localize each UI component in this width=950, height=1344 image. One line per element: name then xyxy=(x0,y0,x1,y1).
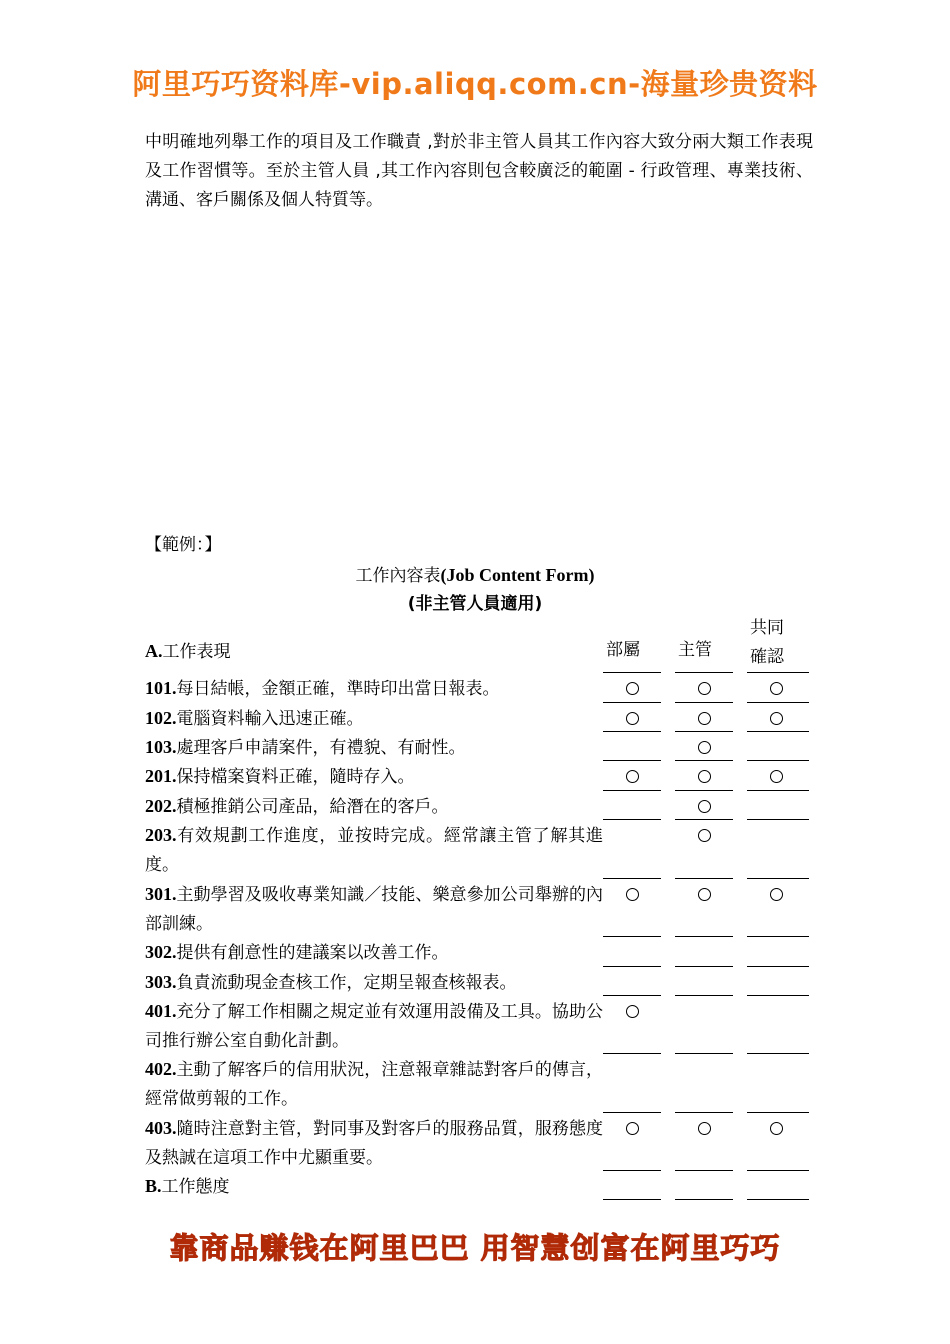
table-row xyxy=(145,968,603,998)
item-code: 201. xyxy=(145,766,177,786)
column-rule xyxy=(747,1199,809,1200)
circle-mark-icon xyxy=(626,712,639,725)
column-rule xyxy=(747,702,809,703)
column-rule xyxy=(603,819,661,820)
form-subtitle: (非主管人員適用) xyxy=(407,594,543,614)
column-rule xyxy=(603,1199,661,1200)
item-code: 302. xyxy=(145,942,177,962)
circle-mark-icon xyxy=(626,1122,639,1135)
form-title xyxy=(0,561,950,586)
column-rule xyxy=(603,995,661,996)
item-code: 401. xyxy=(145,1001,177,1021)
circle-mark-icon xyxy=(698,1122,711,1135)
form-title-en: (Job Content Form) xyxy=(440,565,595,585)
column-rule xyxy=(675,702,733,703)
header-banner: 阿里巧巧资料库-vip.aliqq.com.cn-海量珍贵资料 xyxy=(132,67,818,101)
item-text: 主動了解客戶的信用狀況，注意報章雜誌對客戶的傳言，經常做剪報的工作。 xyxy=(145,1060,603,1109)
section-a-title xyxy=(145,637,231,662)
column-rule xyxy=(747,1170,809,1171)
item-text: 提供有創意性的建議案以改善工作。 xyxy=(176,943,449,963)
column-rule xyxy=(675,819,733,820)
column-rule xyxy=(603,760,661,761)
column-header-supervisor: 主管 xyxy=(678,640,712,660)
column-rule xyxy=(675,966,733,967)
column-rule xyxy=(675,878,733,879)
circle-mark-icon xyxy=(770,682,783,695)
item-code: 103. xyxy=(145,737,177,757)
column-header-joint-confirm: 共同確認 xyxy=(750,618,784,667)
circle-mark-icon xyxy=(770,770,783,783)
item-text: 每日結帳，金額正確，準時印出當日報表。 xyxy=(176,679,500,699)
intro-paragraph xyxy=(145,128,813,215)
item-code: 102. xyxy=(145,708,177,728)
item-text: 主動學習及吸收專業知識／技能、樂意參加公司舉辦的內部訓練。 xyxy=(145,885,603,934)
circle-mark-icon xyxy=(770,712,783,725)
item-code: 303. xyxy=(145,972,177,992)
column-rule xyxy=(747,672,809,673)
circle-mark-icon xyxy=(698,888,711,901)
table-row xyxy=(145,792,603,822)
column-rule xyxy=(747,1053,809,1054)
column-rule xyxy=(747,819,809,820)
circle-mark-icon xyxy=(698,829,711,842)
item-text: 隨時注意對主管，對同事及對客戶的服務品質，服務態度及熱誠在這項工作中尤顯重要。 xyxy=(145,1119,603,1168)
circle-mark-icon xyxy=(698,800,711,813)
item-code: 101. xyxy=(145,678,177,698)
column-rule xyxy=(603,966,661,967)
column-rule xyxy=(603,731,661,732)
item-code: 402. xyxy=(145,1059,177,1079)
column-rule xyxy=(747,936,809,937)
section-b-title xyxy=(145,1172,230,1197)
intro-text: 中明確地列舉工作的項目及工作職責 ,對於非主管人員其工作內容大致分兩大類工作表現及工作習慣等。至於主管人員 ,其工作內容則包含較廣泛的範圍 - 行政管理、專業技術、溝通、客戶關係及個人特質等。 xyxy=(145,132,813,210)
column-rule xyxy=(675,1199,733,1200)
table-row xyxy=(145,938,603,968)
circle-mark-icon xyxy=(770,888,783,901)
column-rule xyxy=(675,672,733,673)
circle-mark-icon xyxy=(698,770,711,783)
column-rule xyxy=(675,790,733,791)
table-row xyxy=(145,762,603,792)
item-text: 充分了解工作相關之規定並有效運用設備及工具。協助公司推行辦公室自動化計劃。 xyxy=(145,1002,603,1051)
circle-mark-icon xyxy=(698,712,711,725)
table-row xyxy=(145,704,603,734)
example-label: 【範例：】 xyxy=(145,535,222,555)
column-rule xyxy=(603,1112,661,1113)
section-b-code: B. xyxy=(145,1176,162,1196)
circle-mark-icon xyxy=(770,1122,783,1135)
table-row xyxy=(145,1055,603,1114)
item-text: 處理客戶申請案件，有禮貌、有耐性。 xyxy=(176,738,466,758)
circle-mark-icon xyxy=(626,888,639,901)
column-rule xyxy=(747,1112,809,1113)
column-rule xyxy=(603,878,661,879)
circle-mark-icon xyxy=(626,682,639,695)
column-rule xyxy=(747,731,809,732)
table-row xyxy=(145,997,603,1056)
section-a-label: 工作表現 xyxy=(162,642,231,662)
column-rule xyxy=(675,1112,733,1113)
column-rule xyxy=(675,995,733,996)
section-a-code: A. xyxy=(145,641,163,661)
circle-mark-icon xyxy=(698,682,711,695)
column-rule xyxy=(675,936,733,937)
column-rule xyxy=(675,760,733,761)
item-text: 負責流動現金查核工作，定期呈報查核報表。 xyxy=(176,973,517,993)
column-rule xyxy=(603,1170,661,1171)
column-rule xyxy=(675,1170,733,1171)
form-title-zh: 工作內容表 xyxy=(355,566,441,586)
column-rule xyxy=(675,731,733,732)
column-rule xyxy=(747,760,809,761)
item-text: 保持檔案資料正確，隨時存入。 xyxy=(176,767,415,787)
column-header-subordinate: 部屬 xyxy=(606,640,640,660)
item-code: 301. xyxy=(145,884,177,904)
column-rule xyxy=(747,995,809,996)
item-text: 有效規劃工作進度，並按時完成。經常讓主管了解其進度。 xyxy=(145,826,603,875)
column-rule xyxy=(603,1053,661,1054)
table-row xyxy=(145,880,603,939)
item-code: 202. xyxy=(145,796,177,816)
column-rule xyxy=(603,672,661,673)
column-rule xyxy=(603,936,661,937)
circle-mark-icon xyxy=(626,1005,639,1018)
item-text: 積極推銷公司產品，給潛在的客戶。 xyxy=(176,797,449,817)
column-rule xyxy=(675,1053,733,1054)
column-rule xyxy=(603,790,661,791)
column-rule xyxy=(747,878,809,879)
circle-mark-icon xyxy=(698,741,711,754)
table-row xyxy=(145,821,603,880)
column-rule xyxy=(747,966,809,967)
item-code: 403. xyxy=(145,1118,177,1138)
footer-banner: 靠商品赚钱在阿里巴巴 用智慧创富在阿里巧巧 xyxy=(169,1231,781,1265)
column-rule xyxy=(747,790,809,791)
column-rule xyxy=(603,702,661,703)
table-row xyxy=(145,1114,603,1173)
item-code: 203. xyxy=(145,825,177,845)
item-text: 電腦資料輸入迅速正確。 xyxy=(176,709,364,729)
table-row xyxy=(145,674,603,704)
circle-mark-icon xyxy=(626,770,639,783)
table-row xyxy=(145,733,603,763)
section-b-label: 工作態度 xyxy=(161,1177,230,1197)
